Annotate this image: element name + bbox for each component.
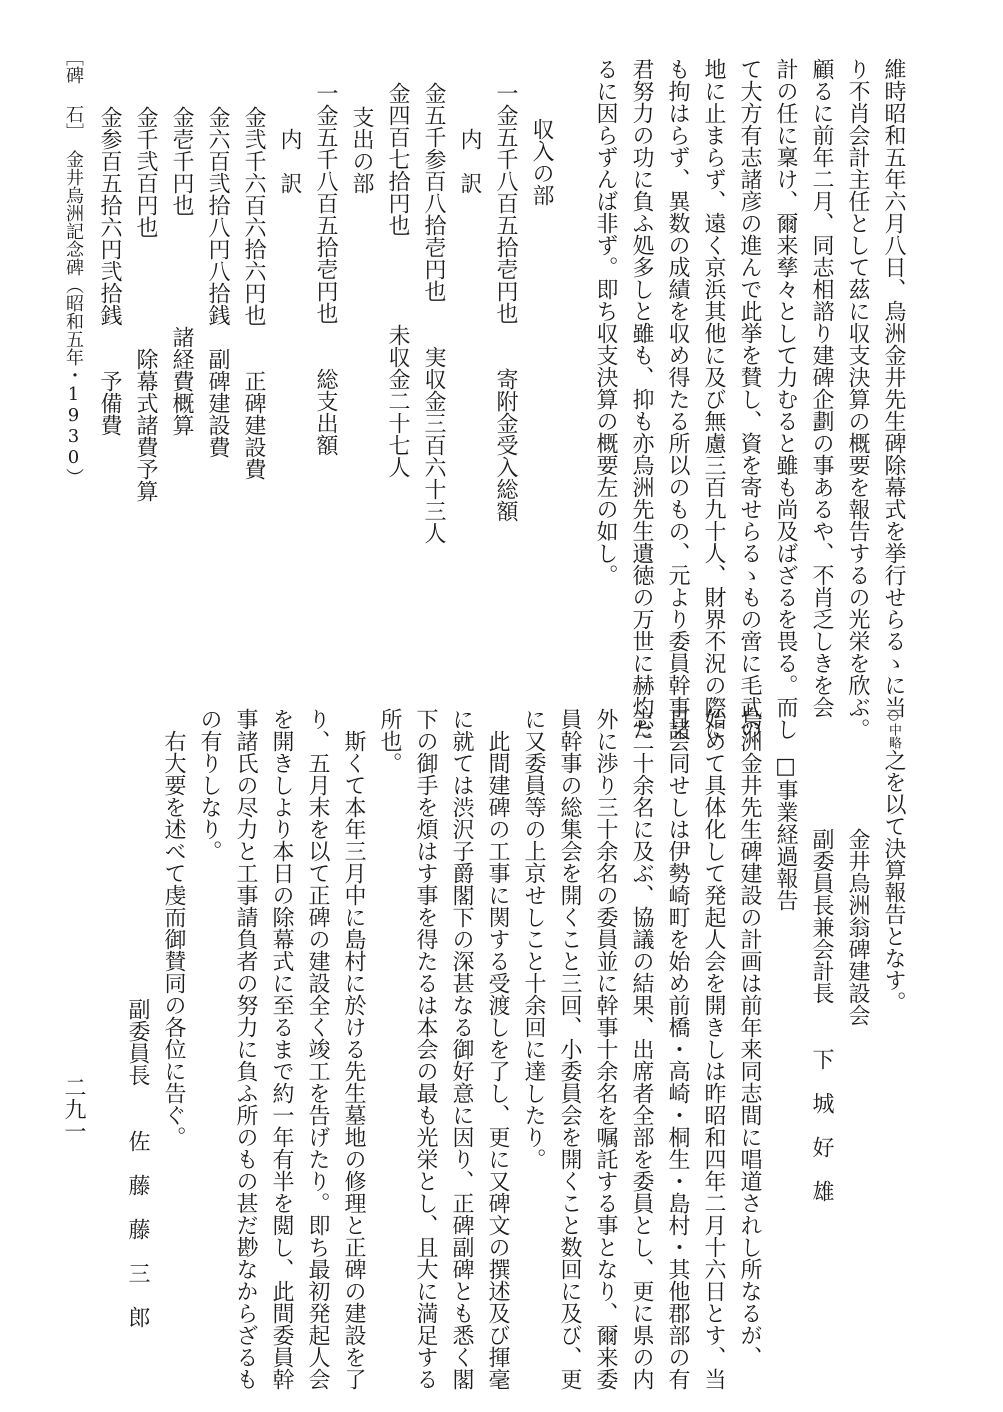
expense-item-amount: 金六百弐拾八円八拾銭 <box>205 106 230 326</box>
income-item-row <box>415 58 451 544</box>
signature-line <box>803 708 839 1390</box>
expense-item-row <box>235 58 271 544</box>
closing-text: 之を以て決算報告となす。 <box>881 749 906 1013</box>
paragraph-line: り、五月末を以て正碑の建設全く竣工を告げたり。即ち最初発起人会 <box>305 708 330 1390</box>
paragraph-line: 斯くて本年三月中に島村に於ける先生墓地の修理と正碑の建設を了 <box>341 730 366 1390</box>
paragraph-line: 此間建碑の工事に関する受渡しを了し、更に又碑文の撰述及び揮毫 <box>485 730 510 1390</box>
expense-item-amount: 金千弐百円也 <box>133 106 158 238</box>
income-item-note: 実収金三百六十三人 <box>421 346 446 544</box>
closing-line <box>875 708 911 1390</box>
paragraph-line: に就ては渋沢子爵閣下の深甚なる御好意に因り、正碑副碑とも悉く閣 <box>449 708 474 1390</box>
income-breakdown-label: 内 訳 <box>457 128 482 194</box>
paragraph-line: 員幹事の総集会を開くこと三回、小委員会を開くこと数回に及び、更 <box>557 708 582 1390</box>
report-line: 計の任に稟け、爾来孳々として力むると雖も尚及ばざるを畏る。而し <box>773 58 798 740</box>
accounts-table <box>91 58 559 544</box>
expense-item-note: 除幕式諸費予算 <box>133 348 158 502</box>
expense-total-row <box>307 58 343 544</box>
expense-item-amount: 金参百五拾六円弐拾銭 <box>97 106 122 326</box>
report-line: も拘はらず、異数の成績を収め得たる所以のもの、元より委員幹事諸 <box>665 58 690 740</box>
page-number: 二九一 <box>61 1076 86 1142</box>
income-item-amount: 金四百七拾円也 <box>385 82 410 236</box>
upper-report-text <box>587 58 911 740</box>
paragraph-line: 日会同せしは伊勢崎町を始め前橋・高崎・桐生・島村・其他郡部の有 <box>665 708 690 1390</box>
paragraph-line: 下の御手を煩はす事を得たるは本会の最も光栄とし、且大に満足する <box>413 708 438 1390</box>
signatory-name: 下 城 好 雄 <box>809 1048 834 1202</box>
expense-item-amount: 金弐千六百六拾六円也 <box>241 106 266 326</box>
signatory-role: 副委員長 <box>125 998 150 1086</box>
expense-item-row <box>91 58 127 544</box>
expense-item-note: 正碑建設費 <box>241 370 266 480</box>
paragraph-line: 烏洲金井先生碑建設の計画は前年来同志間に唱道されし所なるが、 <box>737 708 762 1368</box>
signature-line <box>119 708 155 1390</box>
expense-item-note: 諸経費概算 <box>169 326 194 436</box>
expense-item-note: 予備費 <box>97 370 122 436</box>
paragraph-line: を開きしより本日の除幕式に至るまで約一年有半を閲し、此間委員幹 <box>269 708 294 1390</box>
lower-report-text <box>119 708 911 1390</box>
organization-name: 金井烏洲翁碑建設会 <box>845 828 870 1026</box>
report-line: 顧るに前年二月、同志相諮り建碑企劃の事あるや、不肖乏しきを会 <box>809 58 834 718</box>
expense-total-amount: 一金五千八百五拾壱円也 <box>313 82 338 324</box>
paragraph-line: 外に渉り三十余名の委員並に幹事十余名を嘱託する事となり、爾来委 <box>593 708 618 1390</box>
income-item-note: 未収金二十七人 <box>385 324 410 478</box>
signatory-name: 佐 藤 藤 三 郎 <box>125 1130 150 1328</box>
paragraph-line: に又委員等の上京せしこと十余回に達したり。 <box>521 708 546 1170</box>
report-line: 地に止まらず、遠く京浜其他に及び無慮三百九十人、財界不況の際に <box>701 58 726 740</box>
income-total-row <box>487 58 523 544</box>
report-line: 維時昭和五年六月八日、烏洲金井先生碑除幕式を挙行せらるゝに当 <box>881 58 906 718</box>
caption-text: ［碑 石］ 金井烏洲記念碑（昭和五年・1930） <box>63 48 84 486</box>
expense-item-row <box>127 58 163 544</box>
paragraph-line: 右大要を述べて虔而御賛同の各位に告ぐ。 <box>161 730 186 1148</box>
signatory-role: 副委員長兼会計長 <box>809 828 834 1004</box>
expense-item-note: 副碑建設費 <box>205 348 230 458</box>
income-item-row <box>379 58 415 544</box>
page-number-block <box>55 1076 91 1142</box>
income-total-amount: 一金五千八百五拾壱円也 <box>493 82 518 324</box>
expense-item-row <box>199 58 235 544</box>
expense-item-row <box>163 58 199 544</box>
income-heading: 収入の部 <box>529 118 554 206</box>
paragraph-line: 志二十余名に及ぶ、協議の結果、出席者全部を委員とし、更に県の内 <box>629 708 654 1390</box>
omission-marker: ○中略 <box>886 708 901 749</box>
expense-heading: 支出の部 <box>349 106 374 194</box>
paragraph-line: 始めて具体化して発起人会を開きしは昨昭和四年二月十六日とす、当 <box>701 708 726 1390</box>
income-total-note: 寄附金受入総額 <box>493 368 518 522</box>
section-title: □事業経過報告 <box>773 754 798 911</box>
expense-breakdown-label: 内 訳 <box>277 128 302 194</box>
report-line: て大方有志諸彦の進んで此挙を賛し、資を寄せらるゝもの啻に毛武の <box>737 58 762 740</box>
paragraph-line: 事諸氏の尽力と工事請負者の努力に負ふ所のもの甚だ尠なからざるも <box>233 708 258 1390</box>
image-caption <box>55 48 91 486</box>
paragraph-line: の有りしなり。 <box>197 708 222 862</box>
report-line: り不肖会計主任として茲に収支決算の概要を報告するの光栄を欣ぶ。 <box>845 58 870 740</box>
expense-item-amount: 金壱千円也 <box>169 106 194 216</box>
expense-total-note: 総支出額 <box>313 368 338 456</box>
report-line: るに因らずんば非ず。即ち収支決算の概要左の如し。 <box>593 58 618 586</box>
paragraph-line: 所也。 <box>377 708 402 774</box>
income-item-amount: 金五千参百八拾壱円也 <box>421 82 446 302</box>
report-line: 君努力の功に負ふ処多しと雖も、抑も亦烏洲先生遺徳の万世に赫灼た <box>629 58 654 740</box>
